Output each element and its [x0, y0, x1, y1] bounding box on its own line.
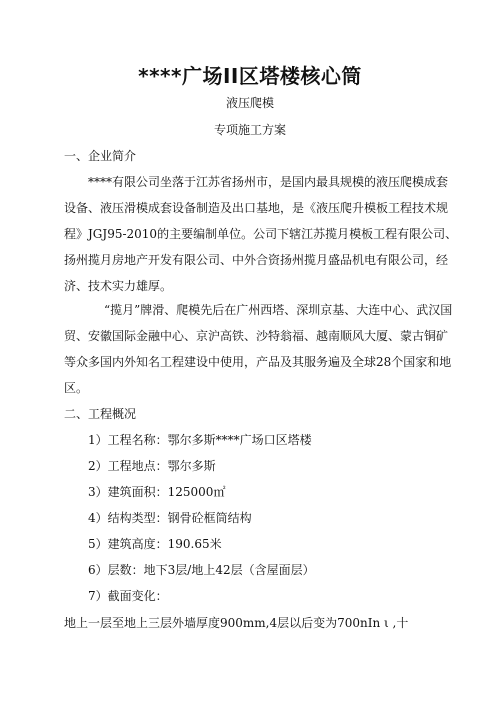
- document-subtitle-2: 专项施工方案: [213, 123, 286, 137]
- para-1-line-2: 设备、液压滑模成套设备制造及出口基地，是《液压爬升模板工程技术规: [64, 201, 449, 215]
- section-1-heading: 一、企业简介: [64, 149, 137, 163]
- project-item: 2）工程地点：鄂尔多斯: [88, 459, 216, 473]
- project-item: 7）截面变化：: [88, 589, 168, 603]
- para-1-line-1: ****有限公司坐落于江苏省扬州市，是国内最具规模的液压爬模成套: [88, 175, 449, 189]
- section-2-heading: 二、工程概况: [64, 407, 137, 421]
- para-1-line-3: 程》JGJ95-2010的主要编制单位。公司下辖江苏揽月模板工程有限公司、: [64, 227, 458, 241]
- section-2-last-line: 地上一层至地上三层外墙厚度900mm,4层以后变为700nIn ι ,十: [64, 616, 409, 630]
- project-item: 1）工程名称：鄂尔多斯****广场口区塔楼: [88, 433, 312, 447]
- para-2-line-3: 等众多国内外知名工程建设中使用，产品及其服务遍及全球28个国家和地: [64, 355, 452, 369]
- para-2-line-1: “揽月”牌滑、爬模先后在广州西塔、深圳京基、大连中心、武汉国: [104, 303, 453, 317]
- project-item: 4）结构类型：钢骨砼框筒结构: [88, 511, 252, 525]
- document-title: ****广场II区塔楼核心筒: [138, 64, 362, 88]
- para-2-line-2: 贸、安徽国际金融中心、京沪高铁、沙特翁福、越南顺风大厦、蒙古铜矿: [64, 329, 449, 343]
- project-item: 6）层数：地下3层/地上42层（含屋面层）: [88, 563, 315, 577]
- para-1-line-5: 济、技术实力雄厚。: [64, 279, 173, 293]
- project-item: 5）建筑高度：190.65米: [88, 537, 222, 551]
- para-1-line-4: 扬州揽月房地产开发有限公司、中外合资扬州揽月盛品机电有限公司，经: [64, 253, 449, 267]
- para-2-line-4: 区。: [64, 381, 89, 395]
- project-item: 3）建筑面积：125000㎡: [88, 485, 226, 499]
- document-subtitle-1: 液压爬模: [225, 96, 274, 110]
